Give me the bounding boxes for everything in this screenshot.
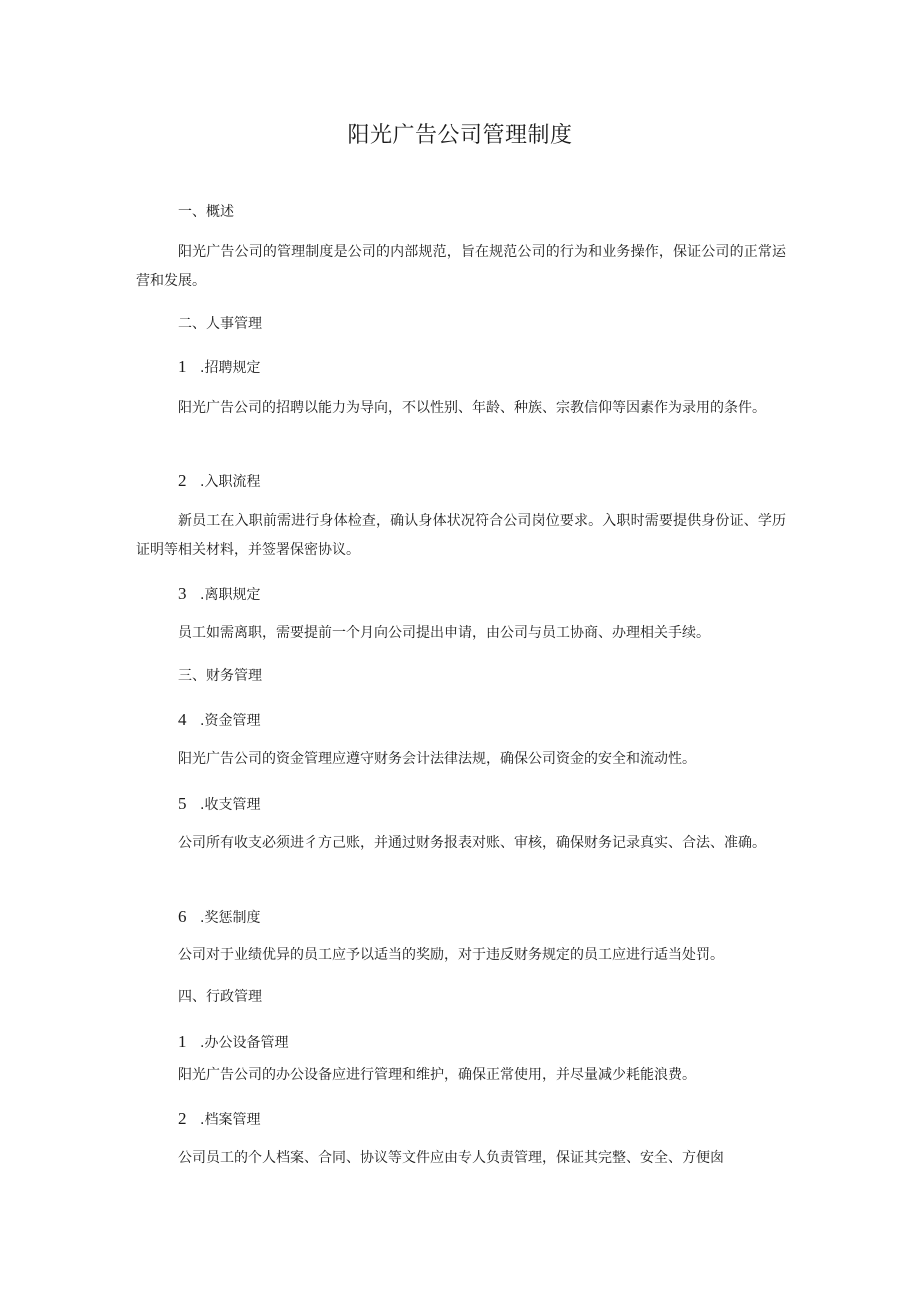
paragraph-recruitment: 阳光广告公司的招聘以能力为导向，不以性别、年龄、种族、宗教信仰等因素作为录用的条件。 bbox=[178, 400, 766, 416]
item-number: 6 bbox=[178, 907, 187, 926]
paragraph-resignation: 员工如需离职，需要提前一个月向公司提出申请，由公司与员工协商、办理相关手续。 bbox=[178, 625, 710, 641]
item-label: .入职流程 bbox=[200, 474, 261, 490]
paragraph-overview: 阳光广告公司的管理制度是公司的内部规范，旨在规范公司的行为和业务操作，保证公司的正常运营和发展。 bbox=[136, 244, 786, 289]
item-number: 1 bbox=[178, 1032, 187, 1051]
item-label: .招聘规定 bbox=[200, 360, 261, 376]
item-heading-rewards bbox=[178, 902, 260, 933]
item-number: 1 bbox=[178, 357, 187, 376]
item-label: .档案管理 bbox=[200, 1112, 261, 1128]
paragraph-rewards: 公司对于业绩优异的员工应予以适当的奖励，对于违反财务规定的员工应进行适当处罚。 bbox=[178, 947, 724, 963]
item-heading-onboarding bbox=[178, 466, 260, 497]
section-heading-overview: 一、概述 bbox=[178, 204, 234, 220]
item-heading-funds bbox=[178, 705, 260, 736]
item-label: .资金管理 bbox=[200, 713, 261, 729]
paragraph-archives: 公司员工的个人档案、合同、协议等文件应由专人负责管理，保证其完整、安全、方便囱 bbox=[178, 1150, 724, 1166]
item-heading-archives bbox=[178, 1104, 260, 1135]
item-heading-income-expense bbox=[178, 789, 260, 820]
paragraph-income-expense: 公司所有收支必须进彳方己账，并通过财务报表对账、审核，确保财务记录真实、合法、准确。 bbox=[178, 835, 766, 851]
paragraph-onboarding: 新员工在入职前需进行身体检查，确认身体状况符合公司岗位要求。入职时需要提供身份证、学历证明等相关材料，并签署保密协议。 bbox=[136, 513, 786, 558]
item-label: .离职规定 bbox=[200, 587, 261, 603]
item-heading-recruitment bbox=[178, 352, 260, 383]
item-number: 2 bbox=[178, 1109, 187, 1128]
item-number: 2 bbox=[178, 471, 187, 490]
item-heading-resignation bbox=[178, 579, 260, 610]
section-heading-admin: 四、行政管理 bbox=[178, 989, 262, 1005]
section-heading-finance: 三、财务管理 bbox=[178, 668, 262, 684]
item-number: 4 bbox=[178, 710, 187, 729]
item-label: .办公设备管理 bbox=[200, 1035, 289, 1051]
paragraph-office-equipment: 阳光广告公司的办公设备应进行管理和维护，确保正常使用，并尽量减少耗能浪费。 bbox=[178, 1067, 696, 1083]
item-label: .奖惩制度 bbox=[200, 910, 261, 926]
item-number: 5 bbox=[178, 794, 187, 813]
item-number: 3 bbox=[178, 584, 187, 603]
paragraph-funds: 阳光广告公司的资金管理应遵守财务会计法律法规，确保公司资金的安全和流动性。 bbox=[178, 751, 696, 767]
section-heading-hr: 二、人事管理 bbox=[178, 316, 262, 332]
item-label: .收支管理 bbox=[200, 797, 261, 813]
item-heading-office-equipment bbox=[178, 1027, 288, 1058]
document-title: 阳光广告公司管理制度 bbox=[347, 123, 573, 148]
